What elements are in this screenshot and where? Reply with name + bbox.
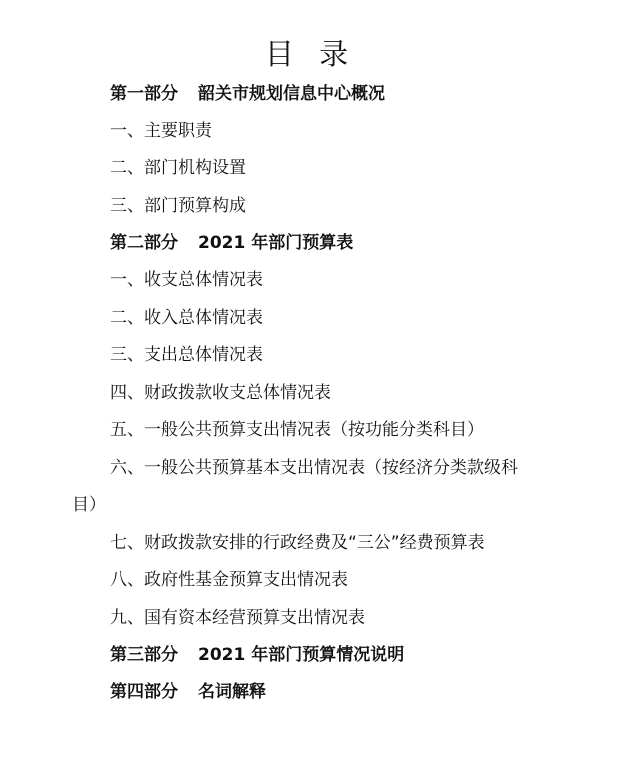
part-title: 韶关市规划信息中心概况 xyxy=(198,84,385,104)
toc-item: 七、财政拨款安排的行政经费及“三公”经费预算表 xyxy=(110,533,485,553)
toc-title: 目 录 xyxy=(264,37,357,71)
toc-part-3 xyxy=(110,644,404,666)
toc-item: 三、支出总体情况表 xyxy=(110,345,263,365)
toc-item: 一、主要职责 xyxy=(110,121,212,141)
toc-item: 四、财政拨款收支总体情况表 xyxy=(110,383,331,403)
part-title: 2021 年部门预算情况说明 xyxy=(198,645,405,665)
toc-part-1 xyxy=(110,83,385,105)
toc-item: 五、一般公共预算支出情况表（按功能分类科目） xyxy=(110,420,484,440)
part-label: 第二部分 xyxy=(110,233,178,253)
part-label: 第三部分 xyxy=(110,645,178,665)
toc-item: 三、部门预算构成 xyxy=(110,196,246,216)
toc-item: 六、一般公共预算基本支出情况表（按经济分类款级科 xyxy=(110,458,518,478)
part-title: 名词解释 xyxy=(198,682,266,702)
toc-part-2 xyxy=(110,232,353,254)
toc-item: 一、收支总体情况表 xyxy=(110,270,263,290)
toc-item: 二、收入总体情况表 xyxy=(110,308,263,328)
toc-part-4 xyxy=(110,681,266,703)
toc-item: 八、政府性基金预算支出情况表 xyxy=(110,570,348,590)
part-label: 第一部分 xyxy=(110,84,178,104)
toc-item: 二、部门机构设置 xyxy=(110,158,246,178)
part-label: 第四部分 xyxy=(110,682,178,702)
toc-item: 九、国有资本经营预算支出情况表 xyxy=(110,608,365,628)
toc-item-continuation: 目） xyxy=(72,495,106,515)
part-title: 2021 年部门预算表 xyxy=(198,233,354,253)
